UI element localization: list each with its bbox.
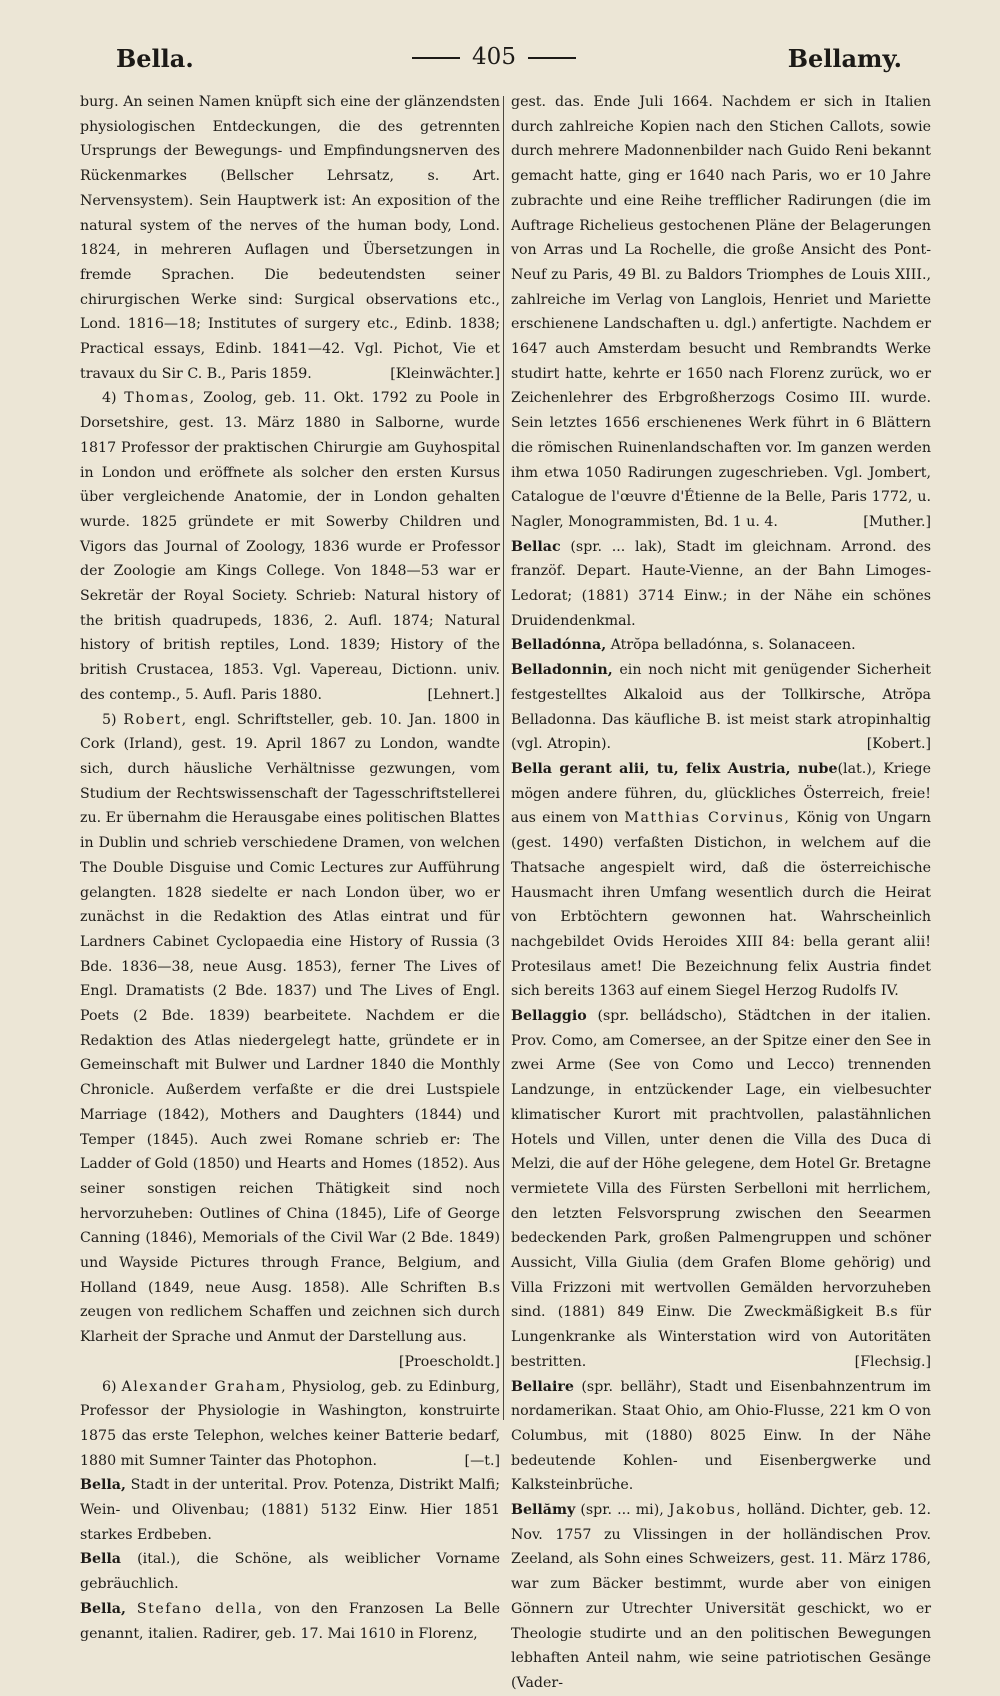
entry-text: Zoolog, geb. 11. Okt. 1792 zu Poole in Dorsetshire, gest. 13. März 1880 in Salborne, wurde 1817 Professor der praktischen Chirurgie am Guyhospital in London und eröffnete als solcher den ersten Kursus über vergleichende Anatomie, der in London gehalten wurde. 1825 gründete er mit Sowerby Children und Vigors das Journal of Zoology, 1836 wurde er Professor der Zoologie am Kings College. Von 1848—53 war er Sekretär der Royal Society. Schrieb: Natural history of the british quadrupeds, 1836, 2. Aufl. 1874; Natural history of british reptiles, Lond. 1839; History of the british Crustacea, 1853. Vgl. Vapereau, Dictionn. univ. des contemp., 5. Aufl. Paris 1880. [80, 390, 500, 703]
entry-text: (ital.), die Schöne, als weiblicher Vorname gebräuchlich. [80, 1551, 500, 1593]
entry-name: Jakobus, [668, 1502, 743, 1519]
entry-headword: Belladonnin, [511, 662, 613, 679]
header-dash-right [528, 57, 576, 59]
entry-headword: Bellac [511, 538, 561, 555]
entry-name: Stefano della, [136, 1600, 264, 1617]
entry-text: holländ. Dichter, geb. 12. Nov. 1757 zu Vlissingen in der holländischen Prov. Zeeland, als Sohn eines Schweizers, gest. 11. März 1786, war zum Bäcker bestimmt, wurde aber von einigen Gönnern zur Utrechter Universität geschickt, wo er Theologie studirte und an den politischen Bewegungen lebhaften Anteil nahm, wie seine patriotischen Gesänge (Vader- [511, 1502, 931, 1691]
entry-number: 6) [102, 1378, 117, 1395]
entry-name: Thomas, [124, 390, 196, 407]
entry-headword: Belladónna, [511, 637, 607, 654]
entry-bell-alexander-graham [80, 1375, 500, 1474]
author-signature: [Flechsig.] [854, 1353, 931, 1370]
entry-bella-town [80, 1473, 500, 1547]
entry-bellaggio [511, 1004, 931, 1375]
entry-text: Atrŏpa belladónna, s. Solanaceen. [610, 637, 856, 654]
author-signature: [Proescholdt.] [398, 1353, 500, 1370]
entry-headword: Bellaggio [511, 1008, 587, 1025]
entry-headword: Bella [80, 1551, 121, 1568]
entry-bellaire [511, 1375, 931, 1499]
entry-headword: Bella gerant alii, tu, felix Austria, nube [511, 760, 838, 777]
header-left-keyword: Bella. [116, 44, 194, 73]
entry-number: 4) [102, 390, 117, 407]
entry-bell-charles-continued [80, 90, 500, 386]
header-dash-left [412, 57, 460, 59]
entry-number: 5) [102, 711, 117, 728]
left-column [80, 90, 500, 1646]
entry-name: Alexander Graham, [121, 1378, 288, 1395]
entry-bella-stefano [80, 1597, 500, 1646]
entry-name: Matthias Corvinus, [624, 810, 791, 827]
entry-name: Robert, [123, 711, 188, 728]
column-divider [503, 96, 504, 1420]
entry-headword: Bellaire [511, 1378, 574, 1395]
entry-text: Stadt in der unterital. Prov. Potenza, Distrikt Malfi; Wein- und Olivenbau; (1881) 5132 Einw. Hier 1851 starkes Erdbeben. [80, 1477, 501, 1543]
entry-text: gest. das. Ende Juli 1664. Nachdem er sich in Italien durch zahlreiche Kopien nach den Stichen Callots, sowie durch mehrere Madonnenbilder nach Guido Reni bekannt gemacht hatte, ging er 1640 nach Paris, wo er 10 Jahre zubrachte und eine Reihe trefflicher Radirungen (die im Auftrage Richelieus gestochenen Pläne der Belagerungen von Arras und La Rochelle, die große Ansicht des Pont-Neuf zu Paris, 49 Bl. zu Baldors Triomphes de Louis XIII., zahlreiche im Verlag von Langlois, Henriet und Mariette erschienene Landschaften u. dgl.) anfertigte. Nachdem er 1647 auch Amsterdam besucht und Rembrandts Werke studirt hatte, kehrte er 1650 nach Florenz zurück, wo er Zeichenlehrer des Erbgroßherzogs Cosimo III. wurde. Sein letztes 1656 erschienenes Werk führt in 6 Blättern die römischen Ruinenlandschaften vor. Im ganzen werden ihm etwa 1050 Radirungen zugeschrieben. Vgl. Jombert, Catalogue de l'œuvre d'Étienne de la Belle, Paris 1772, u. Nagler, Monogrammisten, Bd. 1 u. 4. [511, 94, 931, 530]
entry-bellamy [511, 1498, 931, 1696]
entry-belladonnin [511, 658, 931, 757]
entry-text: (spr. bellähr), Stadt und Eisenbahnzentrum im nordamerikan. Staat Ohio, am Ohio-Flusse, 221 km O von Columbus, mit (1880) 8025 Einw. In der Nähe bedeutende Kohlen- und Eisenbergwerke und Kalksteinbrüche. [511, 1378, 931, 1494]
entry-text: (spr. belládscho), Städtchen in der italien. Prov. Como, am Comersee, an der Spitze einer den See in zwei Arme (See von Como und Lecco) trennenden Landzunge, in entzückender Lage, ein vielbesuchter klimatischer Kurort mit prachtvollen, palastähnlichen Hotels und Villen, unter denen die Villa des Duca di Melzi, die auf der Höhe gelegene, dem Hotel Gr. Bretagne vermietete Villa des Fürsten Serbelloni mit herrlichem, den letzten Felsvorsprung zwischen den Seearmen bedeckenden Park, großen Palmengruppen und schöner Aussicht, Villa Giulia (dem Grafen Blome gehörig) und Villa Frizzoni mit wertvollen Gemälden hervorzuheben sind. (1881) 849 Einw. Die Zweckmäßigkeit B.s für Lungenkranke als Winterstation wird von Autoritäten bestritten. [511, 1008, 931, 1370]
author-signature: [—t.] [464, 1452, 500, 1469]
entry-text: König von Ungarn (gest. 1490) verfaßten Distichon, in welchem auf die Thatsache angespielt wird, daß die österreichische Hausmacht ihren Umfang wesentlich durch die Heirat von Erbtöchtern gewonnen hat. Wahrscheinlich nachgebildet Ovids Heroides XIII 84: bella gerant alii! Protesilaus amet! Die Bezeichnung felix Austria findet sich bereits 1363 auf einem Siegel Herzog Rudolfs IV. [511, 810, 932, 1000]
entry-text: (spr. ... mi), [580, 1502, 664, 1519]
entry-bell-thomas [80, 386, 500, 707]
entry-belladonna [511, 633, 931, 658]
entry-headword: Bella, [80, 1477, 126, 1494]
entry-text: (spr. ... lak), Stadt im gleichnam. Arrond. des franzöf. Depart. Haute-Vienne, an der Bahn Limoges-Ledorat; (1881) 3714 Einw.; in der Nähe ein schönes Druidendenkmal. [511, 538, 931, 629]
entry-bella-stefano-continued [511, 90, 931, 535]
entry-text: Physiolog, geb. zu Edinburg, Professor der Physiologie in Washington, konstruirte 1875 das erste Telephon, welches keiner Batterie bedarf, 1880 mit Sumner Tainter das Photophon. [80, 1378, 500, 1469]
entry-text: engl. Schriftsteller, geb. 10. Jan. 1800 in Cork (Irland), gest. 19. April 1867 zu London, wandte sich, durch häusliche Verhältnisse gezwungen, vom Studium der Rechtswissenschaft der Tagesschriftstellerei zu. Er übernahm die Herausgabe eines politischen Blattes in Dublin und schrieb verschiedene Dramen, von welchen The Double Disguise und Comic Lectures zur Aufführung gelangten. 1828 siedelte er nach London über, wo er zunächst in die Redaktion des Atlas eintrat und für Lardners Cabinet Cyclopaedia eine History of Russia (3 Bde. 1836—38, neue Ausg. 1853), ferner The Lives of Engl. Dramatists (2 Bde. 1837) und The Lives of Engl. Poets (2 Bde. 1839) bearbeitete. Nachdem er die Redaktion des Atlas niedergelegt hatte, gründete er in Gemeinschaft mit Bulwer und Lardner 1840 die Monthly Chronicle. Außerdem verfaßte er die drei Lustspiele Marriage (1842), Mothers and Daughters (1844) und Temper (1845). Auch zwei Romane schrieb er: The Ladder of Gold (1850) und Hearts and Homes (1852). Aus seiner sonstigen reichen Thätigkeit sind noch hervorzuheben: Outlines of China (1845), Life of George Canning (1846), Memorials of the Civil War (2 Bde. 1849) und Wayside Pictures through France, Belgium, and Holland (1849, neue Ausg. 1858). Alle Schriften B.s zeugen von redlichem Schaffen und zeichnen sich durch Klarheit der Sprache und Anmut der Darstellung aus. [80, 711, 500, 1346]
entry-text: von den Franzosen La Belle genannt, italien. Radirer, geb. 17. Mai 1610 in Florenz, [80, 1600, 500, 1642]
page-header [86, 44, 902, 84]
header-right-keyword: Bellamy. [787, 44, 902, 73]
right-column [511, 90, 931, 1696]
entry-headword: Bella, [80, 1600, 126, 1617]
entry-bellac [511, 535, 931, 634]
entry-text: ein noch nicht mit genügender Sicherheit festgestelltes Alkaloid aus der Tollkirsche, Atrŏpa Belladonna. Das käufliche B. ist meist stark atropinhaltig (vgl. Atropin). [511, 662, 932, 753]
entry-bella-name [80, 1547, 500, 1596]
author-signature: [Lehnert.] [427, 686, 500, 703]
author-signature: [Kobert.] [866, 736, 931, 753]
author-signature: [Kleinwächter.] [390, 365, 500, 382]
entry-bella-gerant-alii [511, 757, 931, 1004]
page-number-text: 405 [472, 44, 516, 70]
entry-headword: Bellămy [511, 1502, 576, 1519]
entry-text: (lat.), Kriege mögen andere führen, du, glückliches Österreich, freie! aus einem von [511, 760, 932, 827]
author-signature: [Muther.] [863, 513, 931, 530]
entry-bell-robert [80, 708, 500, 1375]
entry-text: burg. An seinen Namen knüpft sich eine der glänzendsten physiologischen Entdeckungen, die des getrennten Ursprungs der Bewegungs- und Empfindungsnerven des Rückenmarkes (Bellscher Lehrsatz, s. Art. Nervensystem). Sein Hauptwerk ist: An exposition of the natural system of the nerves of the human body, Lond. 1824, in mehreren Auflagen und Übersetzungen in fremde Sprachen. Die bedeutendsten seiner chirurgischen Werke sind: Surgical observations etc., Lond. 1816—18; Institutes of surgery etc., Edinb. 1838; Practical essays, Edinb. 1841—42. Vgl. Pichot, Vie et travaux du Sir C. B., Paris 1859. [80, 94, 500, 382]
page-number [86, 44, 902, 70]
